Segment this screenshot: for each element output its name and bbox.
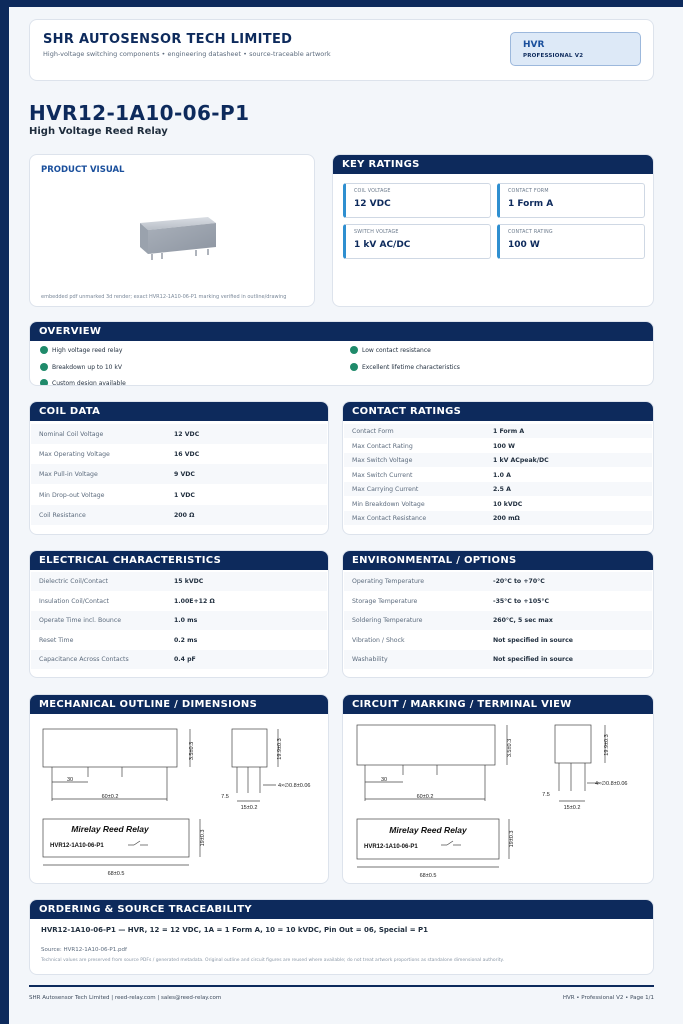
marking-part: HVR12-1A10-06-P1 bbox=[364, 844, 418, 850]
row-value: 0.2 ms bbox=[174, 637, 198, 644]
bullet-dot-icon bbox=[40, 363, 48, 371]
dim-pin: 4×∅0.8±0.06 bbox=[595, 781, 628, 787]
rating-value: 12 VDC bbox=[354, 199, 391, 209]
row-value: -20°C to +70°C bbox=[493, 578, 545, 585]
table-row bbox=[344, 497, 652, 511]
row-key: Capacitance Across Contacts bbox=[39, 656, 129, 663]
bullet-dot-icon bbox=[40, 346, 48, 354]
overview-item bbox=[40, 380, 126, 386]
rating-label: SWITCH VOLTAGE bbox=[354, 230, 399, 235]
row-key: Min Drop-out Voltage bbox=[39, 492, 105, 499]
row-key: Nominal Coil Voltage bbox=[39, 431, 104, 438]
overview-item bbox=[40, 347, 122, 354]
row-key: Max Operating Voltage bbox=[39, 451, 110, 458]
top-accent-bar bbox=[0, 0, 683, 7]
dim-height: 3.5±0.3 bbox=[189, 741, 195, 761]
table-row bbox=[344, 650, 652, 669]
part-number: HVR12-1A10-06-P1 bbox=[29, 101, 250, 125]
rating-switch-voltage bbox=[343, 224, 491, 259]
ordering-panel bbox=[29, 899, 654, 975]
product-subtitle: High Voltage Reed Relay bbox=[29, 126, 168, 137]
bullet-dot-icon bbox=[350, 346, 358, 354]
row-value: 1.0 A bbox=[493, 472, 511, 479]
row-key: Contact Form bbox=[352, 428, 394, 435]
bullet-dot-icon bbox=[40, 379, 48, 386]
electrical-panel bbox=[29, 550, 329, 678]
circuit-drawing bbox=[343, 715, 653, 883]
rating-value: 1 kV AC/DC bbox=[354, 240, 411, 250]
overview-item-text: Custom design available bbox=[52, 380, 126, 386]
badge-tier: PROFESSIONAL V2 bbox=[523, 53, 584, 59]
ordering-title: ORDERING & SOURCE TRACEABILITY bbox=[30, 900, 653, 919]
coil-data-title: COIL DATA bbox=[30, 402, 328, 421]
environmental-title: ENVIRONMENTAL / OPTIONS bbox=[343, 551, 653, 570]
row-value: 9 VDC bbox=[174, 471, 195, 478]
row-value: 1.00E+12 Ω bbox=[174, 598, 215, 605]
footer-contact: SHR Autosensor Tech Limited | reed-relay.com | sales@reed-relay.com bbox=[29, 995, 222, 1001]
footer-page: HVR • Professional V2 • Page 1/1 bbox=[562, 995, 654, 1001]
dim-side-height: 19.9±0.3 bbox=[604, 734, 610, 756]
row-value: 15 kVDC bbox=[174, 578, 204, 585]
electrical-title: ELECTRICAL CHARACTERISTICS bbox=[30, 551, 328, 570]
dim-side-span: 15±0.2 bbox=[240, 805, 258, 811]
key-ratings-panel bbox=[332, 154, 654, 307]
table-row bbox=[31, 505, 327, 525]
table-row bbox=[31, 464, 327, 484]
dim-side-span: 15±0.2 bbox=[563, 805, 581, 811]
row-value: 100 W bbox=[493, 443, 515, 450]
key-ratings-title: KEY RATINGS bbox=[333, 155, 653, 174]
row-value: 0.4 pF bbox=[174, 656, 196, 663]
table-row bbox=[344, 468, 652, 482]
dim-length: 68±0.5 bbox=[419, 873, 437, 879]
row-key: Reset Time bbox=[39, 637, 74, 644]
row-key: Insulation Coil/Contact bbox=[39, 598, 109, 605]
dim-length: 68±0.5 bbox=[107, 871, 125, 877]
company-name: SHR AUTOSENSOR TECH LIMITED bbox=[43, 32, 293, 47]
table-row bbox=[31, 572, 327, 591]
row-key: Max Contact Rating bbox=[352, 443, 413, 450]
row-value: 1.0 ms bbox=[174, 617, 198, 624]
table-row bbox=[31, 611, 327, 630]
table-row bbox=[344, 631, 652, 650]
overview-item-text: Excellent lifetime characteristics bbox=[362, 364, 460, 371]
table-row bbox=[31, 424, 327, 444]
overview-item bbox=[40, 364, 122, 371]
relay-render-image bbox=[30, 175, 315, 295]
overview-item-text: Breakdown up to 10 kV bbox=[52, 364, 122, 371]
table-row bbox=[31, 631, 327, 650]
row-value: Not specified in source bbox=[493, 637, 573, 644]
circuit-title: CIRCUIT / MARKING / TERMINAL VIEW bbox=[343, 695, 653, 714]
mechanical-panel bbox=[29, 694, 329, 884]
ordering-source: Source: HVR12-1A10-06-P1.pdf bbox=[41, 947, 127, 953]
row-key: Operating Temperature bbox=[352, 578, 425, 585]
overview-item bbox=[350, 347, 431, 354]
badge-series: HVR bbox=[523, 40, 545, 50]
left-accent-bar bbox=[0, 0, 9, 1024]
mechanical-title: MECHANICAL OUTLINE / DIMENSIONS bbox=[30, 695, 328, 714]
dim-height: 3.5±0.3 bbox=[507, 738, 513, 758]
marking-part: HVR12-1A10-06-P1 bbox=[50, 843, 104, 849]
table-row bbox=[344, 482, 652, 496]
dim-top-height: 19±0.3 bbox=[509, 830, 515, 848]
row-key: Storage Temperature bbox=[352, 598, 418, 605]
overview-title: OVERVIEW bbox=[30, 322, 653, 341]
row-value: 10 kVDC bbox=[493, 501, 523, 508]
row-key: Operate Time incl. Bounce bbox=[39, 617, 122, 624]
row-value: 2.5 A bbox=[493, 486, 511, 493]
ordering-note: Technical values are preserved from source PDFs / generated metadata. Original outline and circuit figures are reused where available; do not treat artwork proportions as standalone dimensional authority. bbox=[41, 958, 504, 963]
rating-coil-voltage bbox=[343, 183, 491, 218]
row-value: 1 VDC bbox=[174, 492, 195, 499]
row-key: Min Breakdown Voltage bbox=[352, 501, 425, 508]
table-row bbox=[31, 592, 327, 611]
marking-brand: Mirelay Reed Relay bbox=[389, 825, 467, 835]
row-key: Washability bbox=[352, 656, 388, 663]
row-value: 200 mΩ bbox=[493, 515, 520, 522]
outline-drawing bbox=[30, 715, 328, 883]
rating-value: 1 Form A bbox=[508, 199, 554, 209]
rating-label: CONTACT FORM bbox=[508, 189, 549, 194]
dim-side-pitch: 7.5 bbox=[221, 794, 229, 800]
ordering-decode: HVR12-1A10-06-P1 — HVR, 12 = 12 VDC, 1A = 1 Form A, 10 = 10 kVDC, Pin Out = 06, Special = P1 bbox=[41, 926, 429, 934]
table-row bbox=[344, 453, 652, 467]
footer-rule bbox=[29, 985, 654, 987]
overview-item bbox=[350, 364, 460, 371]
contact-ratings-title: CONTACT RATINGS bbox=[343, 402, 653, 421]
row-value: 1 kV ACpeak/DC bbox=[493, 457, 549, 464]
row-key: Max Pull-in Voltage bbox=[39, 471, 98, 478]
overview-item-text: Low contact resistance bbox=[362, 347, 431, 354]
row-key: Max Switch Current bbox=[352, 472, 413, 479]
rating-contact-rating bbox=[497, 224, 645, 259]
dim-pitch: 30 bbox=[66, 777, 74, 783]
product-visual-title: PRODUCT VISUAL bbox=[41, 165, 125, 175]
row-key: Max Carrying Current bbox=[352, 486, 419, 493]
dim-side-pitch: 7.5 bbox=[542, 792, 550, 798]
overview-item-text: High voltage reed relay bbox=[52, 347, 123, 354]
table-row bbox=[31, 444, 327, 464]
row-key: Max Contact Resistance bbox=[352, 515, 427, 522]
table-row bbox=[344, 511, 652, 525]
row-value: 16 VDC bbox=[174, 451, 200, 458]
dim-side-height: 19.9±0.3 bbox=[277, 738, 283, 760]
rating-label: COIL VOLTAGE bbox=[354, 189, 391, 194]
row-value: 12 VDC bbox=[174, 431, 200, 438]
product-visual-card bbox=[29, 154, 315, 307]
series-badge bbox=[510, 32, 641, 66]
dim-pitch: 30 bbox=[380, 777, 388, 783]
rating-value: 100 W bbox=[508, 240, 540, 250]
table-row bbox=[344, 424, 652, 438]
company-tagline: High-voltage switching components • engineering datasheet • source-traceable artwork bbox=[43, 50, 331, 58]
coil-data-panel bbox=[29, 401, 329, 535]
overview-panel bbox=[29, 321, 654, 386]
dim-pin-span: 60±0.2 bbox=[101, 794, 119, 800]
table-row bbox=[344, 592, 652, 611]
environmental-panel bbox=[342, 550, 654, 678]
table-row bbox=[31, 650, 327, 669]
rating-contact-form bbox=[497, 183, 645, 218]
table-row bbox=[344, 439, 652, 453]
table-row bbox=[31, 485, 327, 505]
row-key: Dielectric Coil/Contact bbox=[39, 578, 108, 585]
row-key: Vibration / Shock bbox=[352, 637, 405, 644]
contact-ratings-panel bbox=[342, 401, 654, 535]
table-row bbox=[344, 611, 652, 630]
row-key: Max Switch Voltage bbox=[352, 457, 413, 464]
dim-top-height: 19±0.3 bbox=[200, 829, 206, 847]
marking-brand: Mirelay Reed Relay bbox=[71, 824, 149, 834]
row-key: Soldering Temperature bbox=[352, 617, 423, 624]
product-visual-note: embedded pdf unmarked 3d render; exact HVR12-1A10-06-P1 marking verified in outline/drawing bbox=[41, 294, 287, 300]
row-value: 200 Ω bbox=[174, 512, 195, 519]
row-key: Coil Resistance bbox=[39, 512, 86, 519]
rating-label: CONTACT RATING bbox=[508, 230, 553, 235]
dim-pin-span: 60±0.2 bbox=[416, 794, 434, 800]
row-value: 260°C, 5 sec max bbox=[493, 617, 553, 624]
row-value: Not specified in source bbox=[493, 656, 573, 663]
row-value: -35°C to +105°C bbox=[493, 598, 550, 605]
table-row bbox=[344, 572, 652, 591]
row-value: 1 Form A bbox=[493, 428, 525, 435]
bullet-dot-icon bbox=[350, 363, 358, 371]
dim-pin: 4×∅0.8±0.06 bbox=[278, 783, 311, 789]
circuit-panel bbox=[342, 694, 654, 884]
